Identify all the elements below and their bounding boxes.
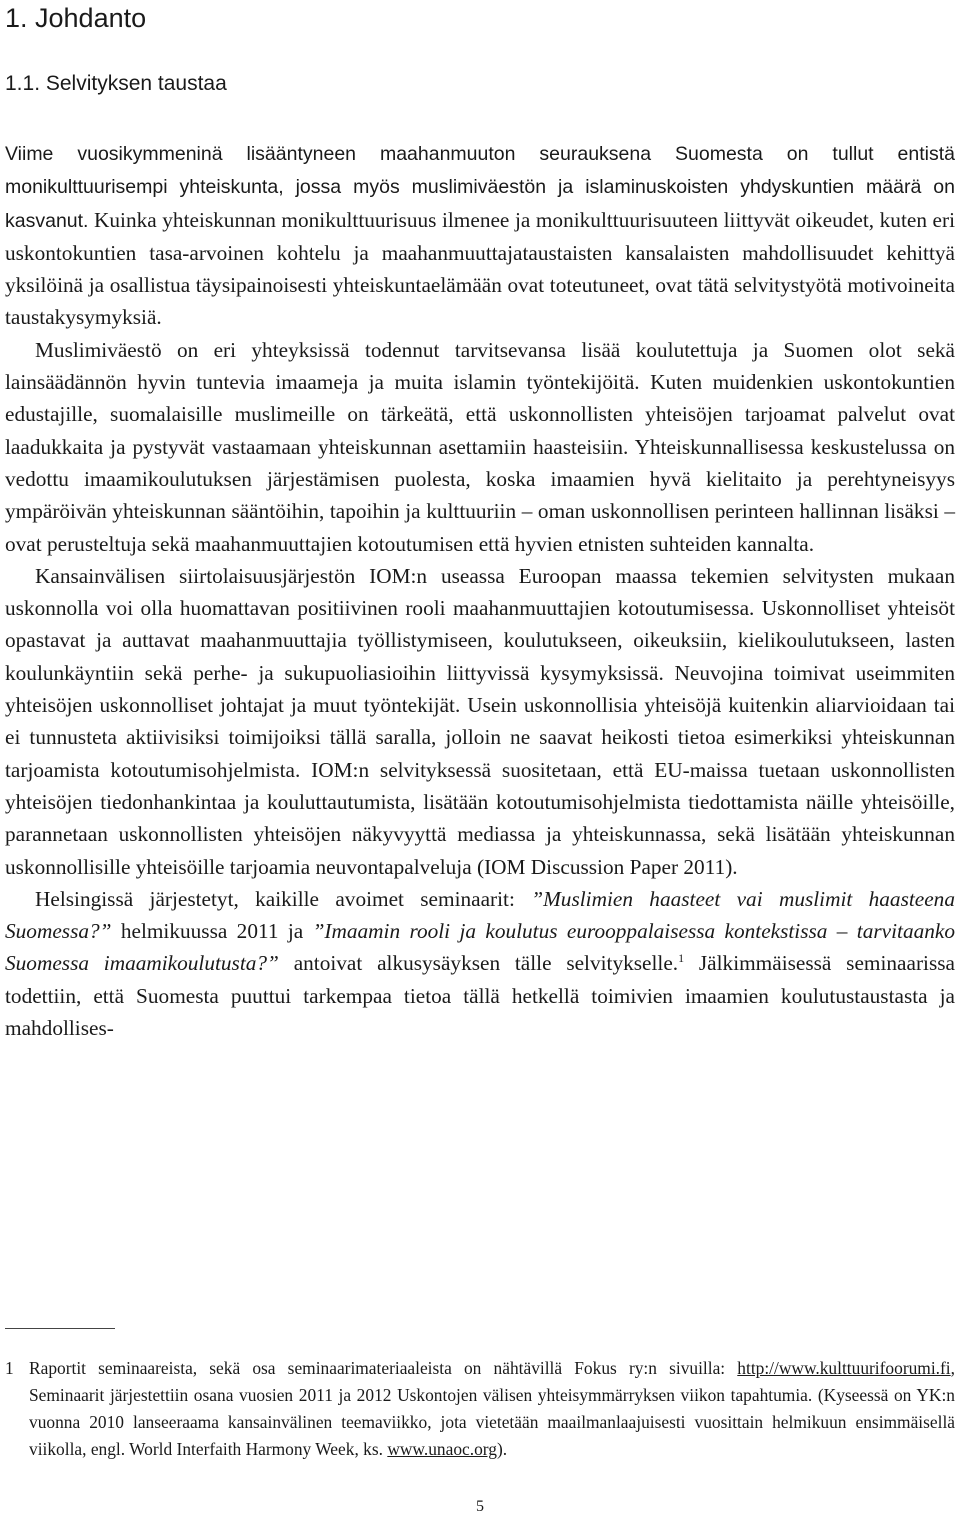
paragraph-1-rest: Kuinka yhteiskunnan monikulttuurisuus ilmenee ja monikulttuurisuuteen liittyvät oikeudet, kuten eri uskontokuntien tasa-arvoinen kohtelu ja maahanmuuttajataustaisten kansalaisten mahdollisuudet kehittyä yksilöinä ja osallistua täysipainoisesti yhteiskuntaelämään ovat toteutuneet, ovat tätä selvitystyötä motivoineita taustakysymyksiä. (5, 207, 955, 330)
footnote-text-b: , Seminaarit järjestettiin osana vuosien 2011 ja 2012 Uskontojen välisen yhteisymmärryksen viikon tapahtumia. (Kyseessä on YK:n vuonna 2010 lanseeraama kansainvälinen teemaviikko, jota vietetään maailmanlaajuisesti vuosittain helmikuun ensimmäisellä viikolla, engl. World Interfaith Harmony Week, ks. (29, 1358, 955, 1459)
footnote-reference[interactable]: 1 (678, 951, 685, 966)
seminar-title-2: ”Imaamin rooli ja koulutus eurooppalaisessa kontekstissa – tarvitaanko Suomessa imaamikoulutusta?” (5, 919, 955, 976)
paragraph-4-mid: helmikuussa 2011 ja (111, 919, 313, 944)
paragraph-4-rest: Jälkimmäisessä seminaarissa todettiin, että Suomesta puuttui tarkempaa tietoa tällä hetkellä toimivien imaamien koulutustaustasta ja mahdollises- (5, 951, 955, 1041)
unaoc-link[interactable]: www.unaoc.org (387, 1439, 497, 1459)
footnote-text-a: Raportit seminaareista, sekä osa seminaarimateriaaleista on nähtävillä Fokus ry:n sivuilla: (29, 1358, 738, 1378)
footnote-mark: 1 (5, 1358, 14, 1378)
page-number: 5 (476, 1498, 484, 1515)
paragraph-4-after: antoivat alkusysäyksen tälle selvitykselle. (278, 951, 679, 976)
section-title: 1.1. Selvityksen taustaa (5, 72, 227, 95)
chapter-title: 1. Johdanto (5, 3, 147, 33)
paragraph-3: Kansainvälisen siirtolaisuusjärjestön IOM:n useassa Euroopan maassa tekemien selvitysten mukaan uskonnolla voi olla huomattavan positiivinen rooli maahanmuuttajien kotoutumisessa. Uskonnolliset yhteisöt opastavat ja auttavat maahanmuuttajia työllistymiseen, koulutukseen, oikeuksiin, kielikoulutukseen, lasten koulunkäyntiin sekä perhe- ja sukupuoliasioihin liittyvissä kysymyksissä. Neuvojina toimivat useimmiten yhteisöjen uskonnolliset johtajat ja muut työntekijät. Usein uskonnollisia yhteisöjä kuitenkin aliarvioidaan tai ei tunnusteta aktiivisiksi toimijoiksi tällä saralla, jolloin ne saavat heikosti tietoa esimerkiksi yhteiskunnan tarjoamista kotoutumisohjelmista. IOM:n selvityksessä suositetaan, että EU-maissa tuetaan uskonnollisten yhteisöjen tiedonhankintaa ja kouluttautumista, lisätään kotoutumisohjelmista tiedottamista näille yhteisöille, parannetaan uskonnollisten yhteisöjen näkyvyyttä mediassa ja yhteiskunnassa, sekä lisätään yhteiskunnan uskonnollisille yhteisöille tarjoamia neuvontapalveluja (IOM Discussion Paper 2011). (5, 563, 955, 879)
paragraph-4 (5, 883, 955, 1044)
footnote (5, 1355, 955, 1463)
paragraph-1-sans: Viime vuosikymmeninä lisääntyneen maahanmuuton seurauksena Suomesta on tullut entistä monikulttuurisempi yhteiskunta, jossa myös muslimiväestön ja islaminuskoisten yhdyskuntien määrä on kasvanut. (5, 143, 955, 232)
paragraph-1 (5, 137, 955, 334)
footnote-divider (5, 1328, 115, 1329)
body-text (5, 137, 955, 1044)
paragraph-4-intro: Helsingissä järjestetyt, kaikille avoimet seminaarit: (35, 886, 532, 911)
paragraph-2: Muslimiväestö on eri yhteyksissä todennut tarvitsevansa lisää koulutettuja ja Suomen olot sekä lainsäädännön hyvin tuntevia imaameja ja muita islamin työntekijöitä. Kuten muidenkien uskontokuntien edustajille, suomalaisille muslimeille on tärkeätä, että uskonnollisten yhteisöjen tarjoamat palvelut ovat laadukkaita ja pystyvät vastaamaan yhteiskunnan asettamiin haasteisiin. Yhteiskunnallisessa keskustelussa on vedottu imaamikoulutuksen järjestämisen puolesta, koska imaamien hyvä kielitaito ja perehtyneisyys ympäröivän yhteiskunnan sääntöihin, tapoihin ja kulttuuriin – oman uskonnollisen perinteen hallinnan lisäksi – ovat perusteltuja sekä maahanmuuttajien kotoutumisen että hyvien etnisten suhteiden kannalta. (5, 337, 955, 556)
seminar-title-1: ”Muslimien haasteet vai muslimit haasteena Suomessa?” (5, 886, 955, 944)
footnote-text (29, 1355, 955, 1463)
kulttuurifoorumi-link[interactable]: http://www.kulttuurifoorumi.fi (737, 1358, 951, 1378)
footnote-text-c: ). (496, 1439, 508, 1459)
